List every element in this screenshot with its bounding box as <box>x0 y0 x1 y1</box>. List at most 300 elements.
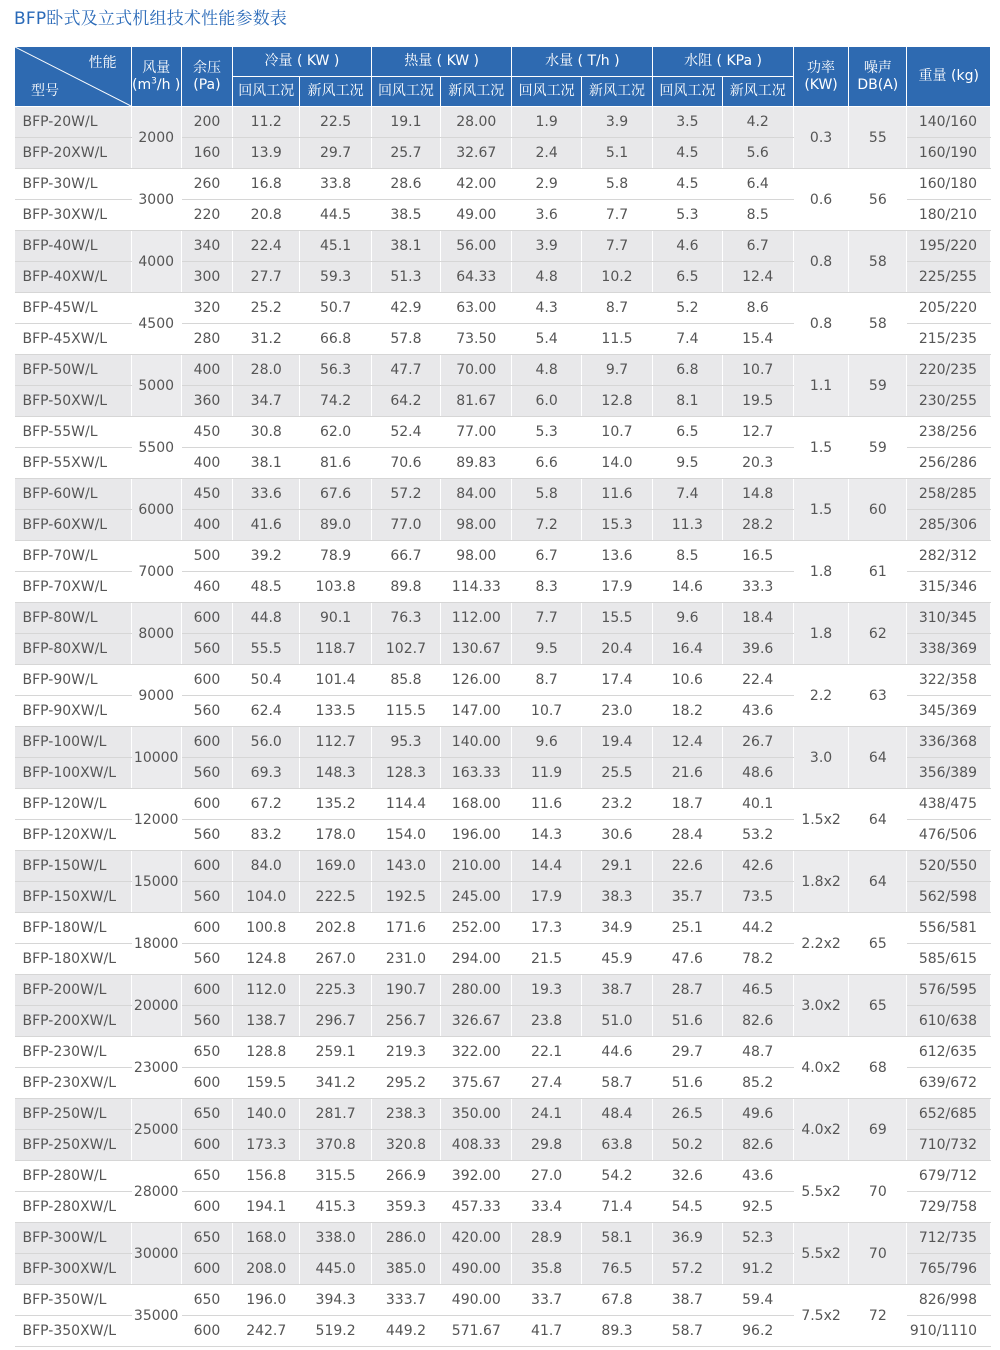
cell-airflow: 15000 <box>131 851 181 913</box>
cell-heating-fresh: 28.00 <box>441 107 512 138</box>
cell-power: 0.6 <box>793 169 848 231</box>
cell-model: BFP-350XW/L <box>15 1316 132 1347</box>
cell-pressure: 600 <box>181 1254 232 1285</box>
cell-cooling-return: 83.2 <box>233 820 300 851</box>
cell-cooling-return: 84.0 <box>233 851 300 882</box>
cell-heating-fresh: 114.33 <box>441 572 512 603</box>
cell-water-resistance-fresh: 6.4 <box>722 169 793 200</box>
cell-heating-return: 77.0 <box>371 510 440 541</box>
cell-water-flow-fresh: 11.5 <box>581 324 652 355</box>
cell-water-resistance-return: 26.5 <box>653 1099 722 1130</box>
col-airflow-label: 风量 <box>142 59 171 76</box>
cell-water-resistance-fresh: 43.6 <box>722 696 793 727</box>
cell-water-resistance-return: 5.3 <box>653 200 722 231</box>
cell-pressure: 560 <box>181 944 232 975</box>
cell-water-resistance-fresh: 91.2 <box>722 1254 793 1285</box>
cell-water-flow-return: 4.3 <box>512 293 581 324</box>
cell-power: 1.8x2 <box>793 851 848 913</box>
cell-water-resistance-fresh: 12.4 <box>722 262 793 293</box>
cell-pressure: 300 <box>181 262 232 293</box>
cell-water-flow-fresh: 12.8 <box>581 386 652 417</box>
cell-water-flow-fresh: 45.9 <box>581 944 652 975</box>
cell-model: BFP-120W/L <box>15 789 132 820</box>
cell-weight: 225/255 <box>907 262 991 293</box>
cell-water-flow-fresh: 48.4 <box>581 1099 652 1130</box>
cell-pressure: 600 <box>181 1068 232 1099</box>
cell-water-flow-fresh: 15.3 <box>581 510 652 541</box>
col-airflow <box>131 47 181 107</box>
cell-cooling-return: 173.3 <box>233 1130 300 1161</box>
cell-water-resistance-fresh: 46.5 <box>722 975 793 1006</box>
table-header <box>15 47 991 107</box>
cell-cooling-fresh: 394.3 <box>300 1285 371 1316</box>
cell-pressure: 600 <box>181 603 232 634</box>
cell-water-resistance-fresh: 49.6 <box>722 1099 793 1130</box>
cell-power: 1.1 <box>793 355 848 417</box>
cell-cooling-fresh: 135.2 <box>300 789 371 820</box>
cell-water-flow-fresh: 89.3 <box>581 1316 652 1347</box>
cell-heating-return: 51.3 <box>371 262 440 293</box>
cell-water-resistance-return: 35.7 <box>653 882 722 913</box>
cell-water-flow-fresh: 54.2 <box>581 1161 652 1192</box>
sub-col-fresh: 新风工况 <box>300 77 371 107</box>
cell-water-resistance-fresh: 92.5 <box>722 1192 793 1223</box>
cell-water-resistance-return: 57.2 <box>653 1254 722 1285</box>
cell-model: BFP-230W/L <box>15 1037 132 1068</box>
cell-heating-return: 385.0 <box>371 1254 440 1285</box>
cell-cooling-fresh: 29.7 <box>300 138 371 169</box>
col-water-flow: 水量 ( T/h ) <box>512 47 653 77</box>
cell-weight: 438/475 <box>907 789 991 820</box>
cell-cooling-fresh: 338.0 <box>300 1223 371 1254</box>
cell-water-flow-fresh: 23.0 <box>581 696 652 727</box>
cell-cooling-return: 67.2 <box>233 789 300 820</box>
cell-water-flow-return: 11.9 <box>512 758 581 789</box>
cell-cooling-return: 39.2 <box>233 541 300 572</box>
cell-weight: 220/235 <box>907 355 991 386</box>
cell-water-flow-fresh: 17.9 <box>581 572 652 603</box>
cell-cooling-fresh: 103.8 <box>300 572 371 603</box>
cell-heating-return: 449.2 <box>371 1316 440 1347</box>
cell-pressure: 260 <box>181 169 232 200</box>
cell-cooling-fresh: 67.6 <box>300 479 371 510</box>
cell-water-resistance-return: 4.6 <box>653 231 722 262</box>
cell-water-resistance-return: 50.2 <box>653 1130 722 1161</box>
cell-water-resistance-return: 58.7 <box>653 1316 722 1347</box>
col-noise-label: 噪声 <box>863 59 892 76</box>
cell-heating-return: 359.3 <box>371 1192 440 1223</box>
cell-model: BFP-70W/L <box>15 541 132 572</box>
cell-noise: 58 <box>849 231 907 293</box>
cell-heating-return: 42.9 <box>371 293 440 324</box>
cell-airflow: 5500 <box>131 417 181 479</box>
cell-water-resistance-return: 28.7 <box>653 975 722 1006</box>
cell-airflow: 10000 <box>131 727 181 789</box>
cell-water-flow-fresh: 20.4 <box>581 634 652 665</box>
cell-model: BFP-50W/L <box>15 355 132 386</box>
cell-water-resistance-fresh: 26.7 <box>722 727 793 758</box>
cell-pressure: 650 <box>181 1285 232 1316</box>
cell-heating-return: 64.2 <box>371 386 440 417</box>
cell-cooling-fresh: 89.0 <box>300 510 371 541</box>
cell-weight: 310/345 <box>907 603 991 634</box>
col-water-resistance: 水阻 ( KPa ) <box>653 47 794 77</box>
col-power-label: 功率 <box>807 59 836 76</box>
cell-power: 7.5x2 <box>793 1285 848 1347</box>
cell-cooling-fresh: 148.3 <box>300 758 371 789</box>
cell-cooling-fresh: 66.8 <box>300 324 371 355</box>
cell-model: BFP-90XW/L <box>15 696 132 727</box>
cell-pressure: 600 <box>181 1192 232 1223</box>
cell-water-resistance-fresh: 52.3 <box>722 1223 793 1254</box>
cell-cooling-fresh: 22.5 <box>300 107 371 138</box>
cell-heating-return: 143.0 <box>371 851 440 882</box>
cell-power: 2.2x2 <box>793 913 848 975</box>
cell-water-resistance-fresh: 48.7 <box>722 1037 793 1068</box>
cell-power: 5.5x2 <box>793 1223 848 1285</box>
cell-airflow: 23000 <box>131 1037 181 1099</box>
cell-pressure: 600 <box>181 975 232 1006</box>
cell-water-resistance-return: 8.1 <box>653 386 722 417</box>
cell-water-flow-fresh: 63.8 <box>581 1130 652 1161</box>
cell-water-resistance-return: 51.6 <box>653 1006 722 1037</box>
cell-weight: 230/255 <box>907 386 991 417</box>
cell-model: BFP-30XW/L <box>15 200 132 231</box>
cell-airflow: 5000 <box>131 355 181 417</box>
cell-heating-fresh: 126.00 <box>441 665 512 696</box>
cell-pressure: 460 <box>181 572 232 603</box>
cell-weight: 356/389 <box>907 758 991 789</box>
table-row <box>15 169 991 200</box>
cell-water-resistance-fresh: 14.8 <box>722 479 793 510</box>
cell-heating-return: 102.7 <box>371 634 440 665</box>
cell-heating-fresh: 49.00 <box>441 200 512 231</box>
cell-weight: 345/369 <box>907 696 991 727</box>
cell-cooling-fresh: 44.5 <box>300 200 371 231</box>
cell-cooling-return: 196.0 <box>233 1285 300 1316</box>
cell-airflow: 4500 <box>131 293 181 355</box>
table-row <box>15 293 991 324</box>
cell-water-flow-return: 17.3 <box>512 913 581 944</box>
cell-power: 1.8 <box>793 541 848 603</box>
cell-airflow: 25000 <box>131 1099 181 1161</box>
cell-airflow: 18000 <box>131 913 181 975</box>
cell-pressure: 360 <box>181 386 232 417</box>
cell-airflow: 4000 <box>131 231 181 293</box>
cell-power: 1.8 <box>793 603 848 665</box>
cell-heating-fresh: 294.00 <box>441 944 512 975</box>
cell-water-resistance-fresh: 82.6 <box>722 1006 793 1037</box>
cell-pressure: 600 <box>181 665 232 696</box>
cell-weight: 639/672 <box>907 1068 991 1099</box>
cell-cooling-return: 25.2 <box>233 293 300 324</box>
cell-cooling-fresh: 296.7 <box>300 1006 371 1037</box>
cell-cooling-return: 28.0 <box>233 355 300 386</box>
cell-cooling-fresh: 50.7 <box>300 293 371 324</box>
cell-model: BFP-150W/L <box>15 851 132 882</box>
cell-water-flow-fresh: 13.6 <box>581 541 652 572</box>
cell-weight: 285/306 <box>907 510 991 541</box>
cell-water-resistance-return: 9.5 <box>653 448 722 479</box>
cell-heating-fresh: 56.00 <box>441 231 512 262</box>
cell-water-resistance-return: 32.6 <box>653 1161 722 1192</box>
cell-power: 3.0x2 <box>793 975 848 1037</box>
cell-water-flow-fresh: 10.2 <box>581 262 652 293</box>
cell-model: BFP-250W/L <box>15 1099 132 1130</box>
cell-water-resistance-fresh: 15.4 <box>722 324 793 355</box>
cell-cooling-fresh: 202.8 <box>300 913 371 944</box>
cell-heating-return: 190.7 <box>371 975 440 1006</box>
cell-water-resistance-fresh: 16.5 <box>722 541 793 572</box>
cell-water-resistance-fresh: 5.6 <box>722 138 793 169</box>
cell-heating-return: 95.3 <box>371 727 440 758</box>
cell-water-flow-fresh: 58.1 <box>581 1223 652 1254</box>
cell-water-flow-return: 8.3 <box>512 572 581 603</box>
cell-water-flow-fresh: 15.5 <box>581 603 652 634</box>
cell-water-resistance-fresh: 42.6 <box>722 851 793 882</box>
cell-cooling-return: 27.7 <box>233 262 300 293</box>
cell-heating-fresh: 375.67 <box>441 1068 512 1099</box>
cell-model: BFP-80W/L <box>15 603 132 634</box>
cell-pressure: 600 <box>181 851 232 882</box>
cell-water-flow-return: 8.7 <box>512 665 581 696</box>
sub-col-return: 回风工况 <box>371 77 440 107</box>
cell-cooling-fresh: 62.0 <box>300 417 371 448</box>
cell-water-flow-return: 14.3 <box>512 820 581 851</box>
cell-heating-return: 171.6 <box>371 913 440 944</box>
cell-water-resistance-fresh: 18.4 <box>722 603 793 634</box>
cell-heating-fresh: 280.00 <box>441 975 512 1006</box>
cell-water-flow-fresh: 38.3 <box>581 882 652 913</box>
cell-water-flow-return: 41.7 <box>512 1316 581 1347</box>
cell-cooling-return: 112.0 <box>233 975 300 1006</box>
cell-water-resistance-fresh: 59.4 <box>722 1285 793 1316</box>
cell-water-flow-return: 2.4 <box>512 138 581 169</box>
cell-pressure: 560 <box>181 634 232 665</box>
cell-water-resistance-fresh: 96.2 <box>722 1316 793 1347</box>
cell-pressure: 600 <box>181 1316 232 1347</box>
cell-weight: 562/598 <box>907 882 991 913</box>
cell-noise: 64 <box>849 851 907 913</box>
spec-table <box>14 46 991 1347</box>
col-noise <box>849 47 907 107</box>
cell-pressure: 340 <box>181 231 232 262</box>
cell-pressure: 200 <box>181 107 232 138</box>
col-power-unit: (KW) <box>804 76 838 93</box>
cell-weight: 238/256 <box>907 417 991 448</box>
table-row <box>15 665 991 696</box>
cell-water-flow-fresh: 3.9 <box>581 107 652 138</box>
cell-heating-fresh: 210.00 <box>441 851 512 882</box>
cell-cooling-return: 20.8 <box>233 200 300 231</box>
cell-water-resistance-fresh: 8.5 <box>722 200 793 231</box>
cell-water-flow-return: 22.1 <box>512 1037 581 1068</box>
cell-heating-return: 114.4 <box>371 789 440 820</box>
cell-airflow: 3000 <box>131 169 181 231</box>
cell-weight: 315/346 <box>907 572 991 603</box>
cell-water-flow-return: 3.6 <box>512 200 581 231</box>
cell-heating-return: 85.8 <box>371 665 440 696</box>
sub-col-fresh: 新风工况 <box>722 77 793 107</box>
corner-header <box>15 47 132 107</box>
cell-cooling-fresh: 81.6 <box>300 448 371 479</box>
cell-cooling-return: 159.5 <box>233 1068 300 1099</box>
cell-heating-fresh: 322.00 <box>441 1037 512 1068</box>
cell-water-flow-return: 6.7 <box>512 541 581 572</box>
cell-water-flow-fresh: 14.0 <box>581 448 652 479</box>
cell-water-resistance-return: 47.6 <box>653 944 722 975</box>
table-row <box>15 541 991 572</box>
cell-water-flow-fresh: 30.6 <box>581 820 652 851</box>
cell-water-flow-fresh: 7.7 <box>581 231 652 262</box>
cell-cooling-fresh: 90.1 <box>300 603 371 634</box>
cell-power: 1.5 <box>793 479 848 541</box>
cell-noise: 62 <box>849 603 907 665</box>
cell-heating-return: 57.2 <box>371 479 440 510</box>
cell-model: BFP-45XW/L <box>15 324 132 355</box>
cell-power: 0.8 <box>793 231 848 293</box>
cell-water-resistance-fresh: 44.2 <box>722 913 793 944</box>
cell-power: 5.5x2 <box>793 1161 848 1223</box>
cell-cooling-fresh: 133.5 <box>300 696 371 727</box>
cell-water-resistance-return: 22.6 <box>653 851 722 882</box>
cell-pressure: 560 <box>181 1006 232 1037</box>
cell-water-flow-return: 27.4 <box>512 1068 581 1099</box>
cell-water-resistance-return: 12.4 <box>653 727 722 758</box>
cell-water-resistance-fresh: 40.1 <box>722 789 793 820</box>
cell-water-flow-return: 29.8 <box>512 1130 581 1161</box>
cell-water-flow-fresh: 10.7 <box>581 417 652 448</box>
cell-water-flow-fresh: 11.6 <box>581 479 652 510</box>
cell-noise: 70 <box>849 1223 907 1285</box>
cell-water-flow-fresh: 8.7 <box>581 293 652 324</box>
cell-model: BFP-55XW/L <box>15 448 132 479</box>
table-row <box>15 479 991 510</box>
cell-water-flow-fresh: 34.9 <box>581 913 652 944</box>
cell-heating-fresh: 81.67 <box>441 386 512 417</box>
cell-heating-fresh: 42.00 <box>441 169 512 200</box>
cell-heating-return: 89.8 <box>371 572 440 603</box>
cell-cooling-return: 194.1 <box>233 1192 300 1223</box>
cell-cooling-return: 31.2 <box>233 324 300 355</box>
cell-noise: 69 <box>849 1099 907 1161</box>
cell-weight: 256/286 <box>907 448 991 479</box>
cell-cooling-return: 124.8 <box>233 944 300 975</box>
cell-water-flow-fresh: 44.6 <box>581 1037 652 1068</box>
cell-pressure: 600 <box>181 789 232 820</box>
table-body <box>15 107 991 1347</box>
cell-pressure: 400 <box>181 448 232 479</box>
cell-weight: 679/712 <box>907 1161 991 1192</box>
cell-water-resistance-return: 6.5 <box>653 262 722 293</box>
cell-water-flow-fresh: 5.8 <box>581 169 652 200</box>
cell-pressure: 220 <box>181 200 232 231</box>
cell-pressure: 450 <box>181 417 232 448</box>
cell-heating-fresh: 196.00 <box>441 820 512 851</box>
cell-heating-fresh: 77.00 <box>441 417 512 448</box>
cell-water-flow-return: 6.6 <box>512 448 581 479</box>
cell-water-flow-return: 24.1 <box>512 1099 581 1130</box>
cell-cooling-fresh: 445.0 <box>300 1254 371 1285</box>
cell-weight: 712/735 <box>907 1223 991 1254</box>
cell-weight: 336/368 <box>907 727 991 758</box>
page-title: BFP卧式及立式机组技术性能参数表 <box>14 9 288 29</box>
cell-heating-fresh: 70.00 <box>441 355 512 386</box>
cell-heating-fresh: 490.00 <box>441 1254 512 1285</box>
cell-heating-return: 57.8 <box>371 324 440 355</box>
cell-cooling-fresh: 45.1 <box>300 231 371 262</box>
cell-airflow: 20000 <box>131 975 181 1037</box>
cell-noise: 60 <box>849 479 907 541</box>
cell-water-flow-return: 2.9 <box>512 169 581 200</box>
cell-water-resistance-fresh: 43.6 <box>722 1161 793 1192</box>
cell-water-resistance-fresh: 20.3 <box>722 448 793 479</box>
sub-col-return: 回风工况 <box>653 77 722 107</box>
cell-model: BFP-180W/L <box>15 913 132 944</box>
cell-heating-return: 25.7 <box>371 138 440 169</box>
cell-water-flow-return: 33.4 <box>512 1192 581 1223</box>
cell-weight: 195/220 <box>907 231 991 262</box>
cell-water-resistance-return: 5.2 <box>653 293 722 324</box>
cell-heating-fresh: 140.00 <box>441 727 512 758</box>
cell-cooling-return: 208.0 <box>233 1254 300 1285</box>
cell-model: BFP-280W/L <box>15 1161 132 1192</box>
table-row <box>15 913 991 944</box>
cell-pressure: 160 <box>181 138 232 169</box>
cell-water-flow-fresh: 67.8 <box>581 1285 652 1316</box>
cell-model: BFP-55W/L <box>15 417 132 448</box>
cell-water-flow-return: 33.7 <box>512 1285 581 1316</box>
cell-water-flow-fresh: 19.4 <box>581 727 652 758</box>
cell-model: BFP-300W/L <box>15 1223 132 1254</box>
table-row <box>15 851 991 882</box>
cell-model: BFP-280XW/L <box>15 1192 132 1223</box>
cell-cooling-fresh: 112.7 <box>300 727 371 758</box>
cell-noise: 65 <box>849 913 907 975</box>
cell-pressure: 280 <box>181 324 232 355</box>
cell-heating-fresh: 408.33 <box>441 1130 512 1161</box>
cell-water-flow-fresh: 9.7 <box>581 355 652 386</box>
cell-model: BFP-150XW/L <box>15 882 132 913</box>
cell-weight: 910/1110 <box>907 1316 991 1347</box>
col-cooling: 冷量 ( KW ) <box>233 47 372 77</box>
cell-airflow: 35000 <box>131 1285 181 1347</box>
cell-heating-fresh: 112.00 <box>441 603 512 634</box>
cell-cooling-return: 69.3 <box>233 758 300 789</box>
table-row <box>15 1285 991 1316</box>
table-row <box>15 355 991 386</box>
cell-model: BFP-40W/L <box>15 231 132 262</box>
cell-heating-fresh: 32.67 <box>441 138 512 169</box>
cell-weight: 140/160 <box>907 107 991 138</box>
cell-cooling-return: 16.8 <box>233 169 300 200</box>
cell-water-flow-return: 7.2 <box>512 510 581 541</box>
cell-noise: 61 <box>849 541 907 603</box>
cell-model: BFP-250XW/L <box>15 1130 132 1161</box>
cell-water-flow-return: 21.5 <box>512 944 581 975</box>
cell-cooling-return: 100.8 <box>233 913 300 944</box>
cell-heating-return: 76.3 <box>371 603 440 634</box>
cell-cooling-return: 55.5 <box>233 634 300 665</box>
cell-water-flow-return: 6.0 <box>512 386 581 417</box>
cell-heating-fresh: 571.67 <box>441 1316 512 1347</box>
cell-heating-fresh: 163.33 <box>441 758 512 789</box>
cell-weight: 160/180 <box>907 169 991 200</box>
col-heating: 热量 ( KW ) <box>371 47 512 77</box>
col-weight: 重量 (kg) <box>907 47 991 107</box>
cell-noise: 55 <box>849 107 907 169</box>
cell-power: 3.0 <box>793 727 848 789</box>
